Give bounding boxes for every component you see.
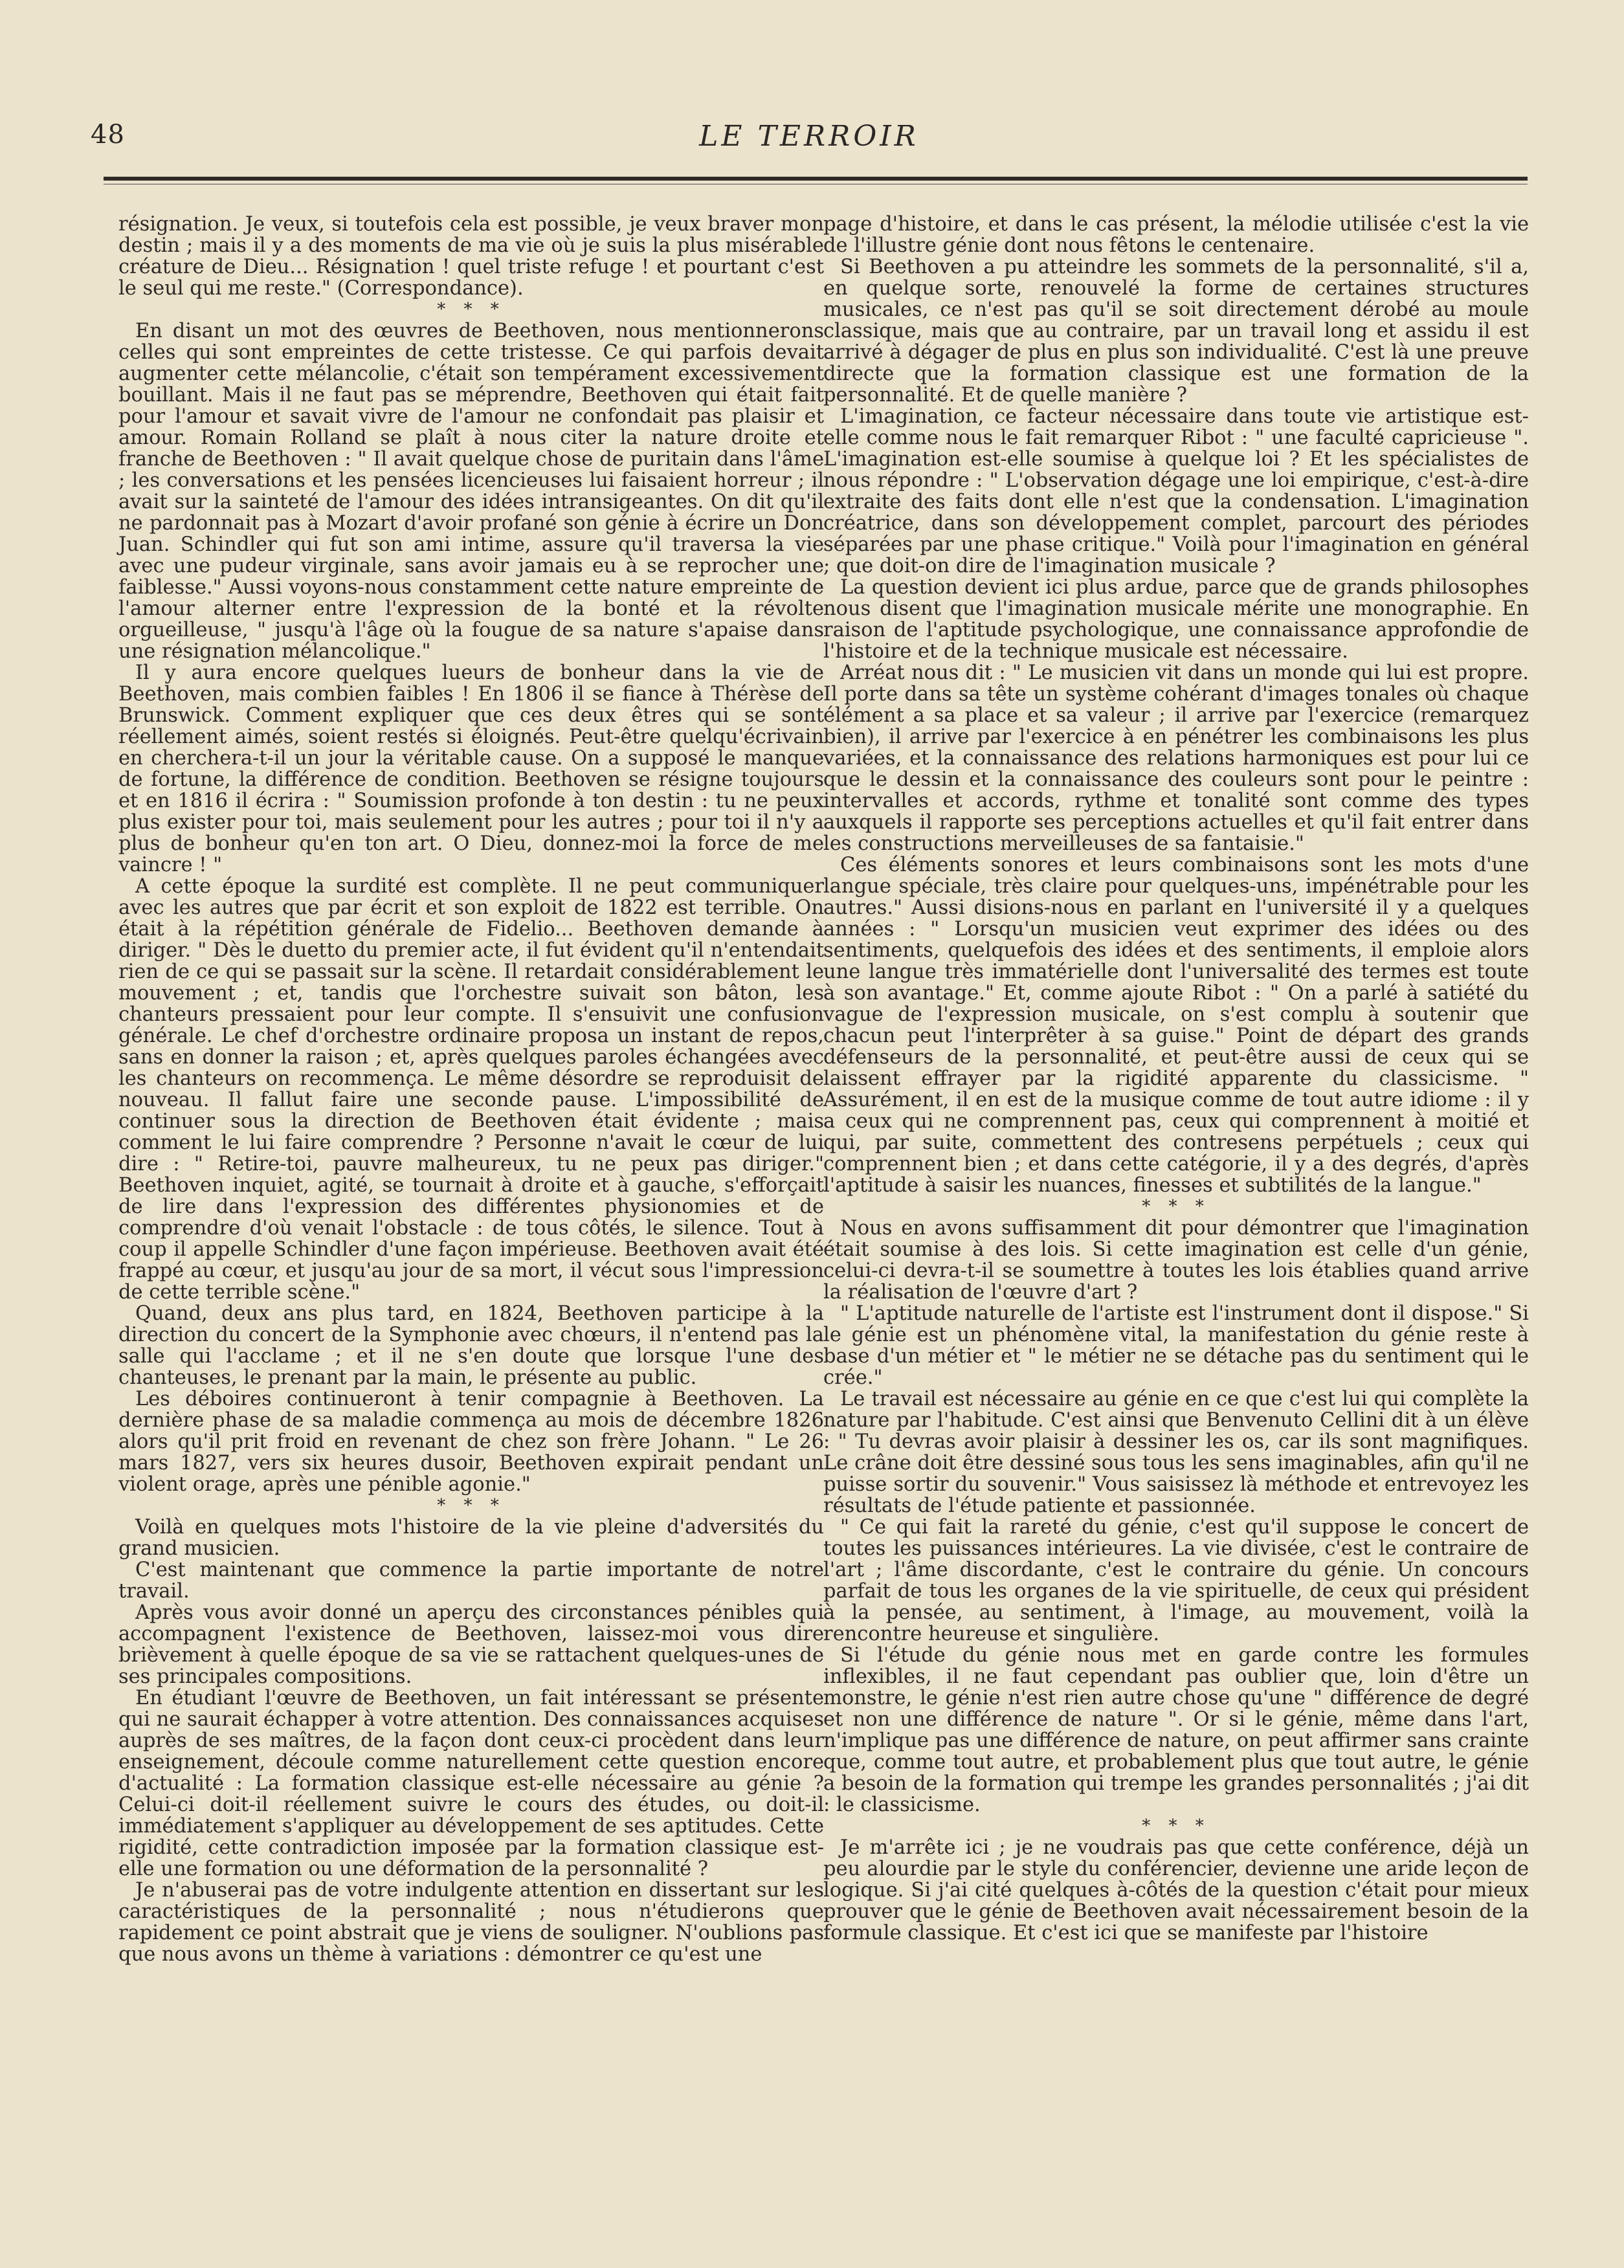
paragraph: Arréat nous dit : " Le musicien vit dans un monde qui lui est propre. Il porte dans sa tête un système cohérant d'images tonales où chaque élément a sa place et sa valeur ; il arrive par l'exercice (remarquez bien), il arrive par l'exercice à en pénétrer les combinaisons les plus variées, et la connaissance des relations harmoniques est pour lui ce que le dessin et la connaissance des couleurs sont pour le peintre : intervalles et accords, rythme et tonalité sont comme des types auxquels il rapporte ses perceptions actuelles et qu'il fait entrer dans les constructions merveilleuses de sa fantaisie." [823, 662, 1529, 855]
paragraph: résignation. Je veux, si toutefois cela est possible, je veux braver mon destin ; mais il y a des moments de ma vie où je suis la plus misérable créature de Dieu... Résignation ! quel triste refuge ! et pourtant c'est le seul qui me reste." (Correspondance). [118, 213, 824, 300]
paragraph: En disant un mot des œuvres de Beethoven, nous mentionnerons celles qui sont empreintes de cette tristesse. Ce qui parfois devait augmenter cette mélancolie, c'était son tempérament excessivement bouillant. Mais il ne faut pas se méprendre, Beethoven qui était fait pour l'amour et savait vivre de l'amour ne confondait pas plaisir et amour. Romain Rolland se plaît à nous citer la nature droite et franche de Beethoven : " Il avait quelque chose de puritain dans l'âme ; les conversations et les pensées licencieuses lui faisaient horreur ; il avait sur la sainteté de l'amour des idées intransigeantes. On dit qu'il ne pardonnait pas à Mozart d'avoir profané son génie à écrire un Don Juan. Schindler qui fut son ami intime, assure qu'il traversa la vie avec une pudeur virginale, sans avoir jamais eu à se reprocher une faiblesse." Aussi voyons-nous constamment cette nature empreinte de l'amour alterner entre l'expression de la bonté et la révolte orgueilleuse, " jusqu'à l'âge où la fougue de sa nature s'apaise dans une résignation mélancolique." [118, 320, 824, 663]
paragraph: Il y aura encore quelques lueurs de bonheur dans la vie de Beethoven, mais combien faibles ! En 1806 il se fiance à Thérèse de Brunswick. Comment expliquer que ces deux êtres qui se sont réellement aimés, soient restés si éloignés. Peut-être quelqu'écrivain en cherchera-t-il un jour la véritable cause. On a supposé le manque de fortune, la différence de condition. Beethoven se résigne toujours et en 1816 il écrira : " Soumission profonde à ton destin : tu ne peux plus exister pour toi, mais seulement pour les autres ; pour toi il n'y a plus de bonheur qu'en ton art. O Dieu, donnez-moi la force de me vaincre ! " [118, 662, 824, 876]
running-title: LE TERROIR [699, 120, 919, 153]
paragraph: L'imagination, ce facteur nécessaire dans toute vie artistique est-elle comme nous le fait remarquer Ribot : " une faculté capricieuse ". L'imagination est-elle soumise à quelque loi ? Et les spécialistes de nous répondre : " L'observation dégage une loi empirique, c'est-à-dire extraite des faits dont elle n'est que la condensation. L'imagination créatrice, dans son développement complet, parcourt des périodes séparées par une phase critique." Voilà pour l'imagination en général ; que doit-on dire de l'imagination musicale ? [823, 405, 1529, 577]
header-rule [104, 177, 1528, 181]
paragraph: Si l'étude du génie nous met en garde contre les formules inflexibles, il ne faut cependant pas oublier que, loin d'être un monstre, le génie n'est rien autre chose qu'une " différence de degré et non une différence de nature ". Or si le génie, même dans l'art, n'implique pas une différence de nature, on peut affirmer sans crainte que, comme tout autre, et probablement plus que tout autre, le génie a besoin de la formation qui trempe les grandes personnalités ; j'ai dit : le classicisme. [823, 1644, 1529, 1816]
paragraph: page d'histoire, et dans le cas présent, la mélodie utilisée c'est la vie de l'illustre génie dont nous fêtons le centenaire. [823, 213, 1529, 257]
paragraph: Ces éléments sonores et leurs combinaisons sont les mots d'une langue spéciale, très claire pour quelques-uns, impénétrable pour les autres." Aussi disions-nous en parlant en l'université il y a quelques années : " Lorsqu'un musicien veut exprimer des idées ou des sentiments, quelquefois des idées et des sentiments, il emploie alors une langue très immatérielle dont l'universalité des termes est toute à son avantage." Et, comme ajoute Ribot : " On a parlé à satiété du vague de l'expression musicale, on s'est complu à soutenir que chacun peut l'interprêter à sa guise." Point de départ des grands défenseurs de la personnalité, et peut-être aussi de ceux qui se laissent effrayer par la rigidité apparente du classicisme. " Assurément, il en est de la musique comme de tout autre idiome : il y a ceux qui ne comprennent pas, ceux qui comprennent à moitié et qui, par suite, commettent des contresens perpétuels ; ceux qui comprennent bien ; et dans cette catégorie, il y a des degrés, d'après l'aptitude à saisir les nuances, finesses et subtilités de la langue." [823, 854, 1529, 1197]
paragraph: Je m'arrête ici ; je ne voudrais pas que cette conférence, déjà un peu alourdie par le style du conférencier, devienne une aride leçon de logique. Si j'ai cité quelques à-côtés de la question c'était pour mieux prouver que le génie de Beethoven avait nécessairement besoin de la formule classique. Et c'est ici que se manifeste par l'histoire [823, 1836, 1529, 1944]
paragraph: Après vous avoir donné un aperçu des circonstances pénibles qui accompagnent l'existence de Beethoven, laissez-moi vous dire brièvement à quelle époque de sa vie se rattachent quelques-unes de ses principales compositions. [118, 1601, 824, 1688]
section-separator: * * * [1142, 1816, 1210, 1836]
paragraph: " Ce qui fait la rareté du génie, c'est qu'il suppose le concert de toutes les puissances intérieures. La vie divisée, c'est le contraire de l'art ; l'âme discordante, c'est le contraire du génie. Un concours parfait de tous les organes de la vie spirituelle, de ceux qui président à la pensée, au sentiment, à l'image, au mouvement, voilà la rencontre heureuse et singulière. [823, 1516, 1529, 1645]
page-header [91, 120, 1528, 159]
paragraph: Le travail est nécessaire au génie en ce que c'est lui qui complète la nature par l'habitude. C'est ainsi que Benvenuto Cellini dit à un élève : " Tu devras avoir plaisir à dessiner les os, car ils sont magnifiques. Le crâne doit être dessiné sous tous les sens imaginables, afin qu'il ne puisse sortir du souvenir." Vous saisissez là méthode et entrevoyez les résultats de l'étude patiente et passionnée. [823, 1388, 1529, 1517]
paragraph: Quand, deux ans plus tard, en 1824, Beethoven participe à la direction du concert de la Symphonie avec chœurs, il n'entend pas la salle qui l'acclame ; et il ne s'en doute que lorsque l'une des chanteuses, le prenant par la main, le présente au public. [118, 1302, 824, 1389]
paragraph: A cette époque la surdité est complète. Il ne peut communiquer avec les autres que par écrit et son exploit de 1822 est terrible. On était à la répétition générale de Fidelio... Beethoven demande à diriger. " Dès le duetto du premier acte, il fut évident qu'il n'entendait rien de ce qui se passait sur la scène. Il retardait considérablement le mouvement ; et, tandis que l'orchestre suivait son bâton, les chanteurs pressaient pour leur compte. Il s'ensuivit une confusion générale. Le chef d'orchestre ordinaire proposa un instant de repos, sans en donner la raison ; et, après quelques paroles échangées avec les chanteurs on recommença. Le même désordre se reproduisit de nouveau. Il fallut faire une seconde pause. L'impossibilité de continuer sous la direction de Beethoven était évidente ; mais comment le lui faire comprendre ? Personne n'avait le cœur de lui dire : " Retire-toi, pauvre malheureux, tu ne peux pas diriger." Beethoven inquiet, agité, se tournait à droite et à gauche, s'efforçait de lire dans l'expression des différentes physionomies et de comprendre d'où venait l'obstacle : de tous côtés, le silence. Tout à coup il appelle Schindler d'une façon impérieuse. Beethoven avait été frappé au cœur, et jusqu'au jour de sa mort, il vécut sous l'impression de cette terrible scène." [118, 875, 824, 1304]
paragraph: Nous en avons suffisamment dit pour démontrer que l'imagination était soumise à des lois. Si cette imagination est celle d'un génie, celui-ci devra-t-il se soumettre à toutes les lois établies quand arrive la réalisation de l'œuvre d'art ? [823, 1217, 1529, 1304]
right-column [823, 214, 1529, 1944]
paragraph: En étudiant l'œuvre de Beethoven, un fait intéressant se présente qui ne saurait échapper à votre attention. Des connaissances acquises auprès de ses maîtres, de la façon dont ceux-ci procèdent dans leur enseignement, découle comme naturellement cette question encore d'actualité : La formation classique est-elle nécessaire au génie ? Celui-ci doit-il réellement suivre le cours des études, ou doit-il immédiatement s'appliquer au développement de ses aptitudes. Cette rigidité, cette contradiction imposée par la formation classique est-elle une formation ou une déformation de la personnalité ? [118, 1687, 824, 1880]
paragraph: Voilà en quelques mots l'histoire de la vie pleine d'adversités du grand musicien. [118, 1516, 824, 1560]
section-separator: * * * [1142, 1197, 1210, 1216]
section-separator: * * * [437, 300, 506, 319]
paragraph: La question devient ici plus ardue, parce que de grands philosophes nous disent que l'imagination musicale mérite une monographie. En raison de l'aptitude psychologique, une connaissance approfondie de l'histoire et de la technique musicale est nécessaire. [823, 576, 1529, 663]
paragraph: Les déboires continueront à tenir compagnie à Beethoven. La dernière phase de sa maladie commença au mois de décembre 1826 alors qu'il prit froid en revenant de chez son frère Johann. " Le 26 mars 1827, vers six heures dusoir, Beethoven expirait pendant un violent orage, après une pénible agonie." [118, 1388, 824, 1496]
paragraph: Si Beethoven a pu atteindre les sommets de la personnalité, s'il a, en quelque sorte, renouvelé la forme de certaines structures musicales, ce n'est pas qu'il se soit directement dérobé au moule classique, mais que au contraire, par un travail long et assidu il est arrivé à dégager de plus en plus son individualité. C'est là une preuve directe que la formation classique est une formation de la personnalité. Et de quelle manière ? [823, 256, 1529, 406]
left-column [118, 214, 824, 1965]
paragraph: C'est maintenant que commence la partie importante de notre travail. [118, 1559, 824, 1603]
paragraph: " L'aptitude naturelle de l'artiste est l'instrument dont il dispose." Si le génie est un phénomène vital, la manifestation du génie reste à base d'un métier et " le métier ne se détache pas du sentiment qui le crée." [823, 1302, 1529, 1389]
section-separator: * * * [437, 1496, 506, 1515]
paragraph: Je n'abuserai pas de votre indulgente attention en dissertant sur les caractéristiques de la personnalité ; nous n'étudierons que rapidement ce point abstrait que je viens de souligner. N'oublions pas que nous avons un thème à variations : démontrer ce qu'est une [118, 1879, 824, 1966]
page-number: 48 [91, 120, 125, 150]
